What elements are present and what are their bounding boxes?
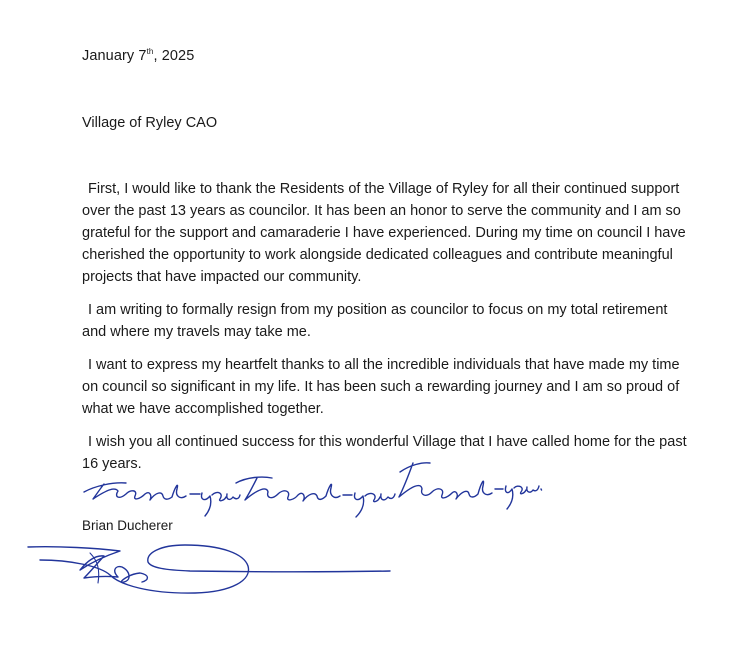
paragraph-3: I want to express my heartfelt thanks to all the incredible individuals that have made my time on council so significant in my life. It has been such a rewarding journey and I am so proud of what we have accomplished together. [82,357,680,417]
letter-body [82,178,692,486]
signer-name: Brian Ducherer [82,518,173,533]
paragraph-1: First, I would like to thank the Residents of the Village of Ryley for all their continued support over the past 13 years as councilor. It has been an honor to serve the community and I am so grateful for the support and camaraderie I have experienced. During my time on council I have cherished the opportunity to work alongside dedicated colleagues and contribute meaningful projects that have impacted our community. [82,181,686,285]
paragraph-4: I wish you all continued success for this wonderful Village that I have called home for the past 16 years. [82,434,687,472]
letter-date: January 7th, 2025 [82,47,195,64]
signature [28,545,390,593]
recipient-line: Village of Ryley CAO [82,115,218,131]
paragraph-2: I am writing to formally resign from my position as councilor to focus on my total retirement and where my travels may take me. [82,302,668,340]
